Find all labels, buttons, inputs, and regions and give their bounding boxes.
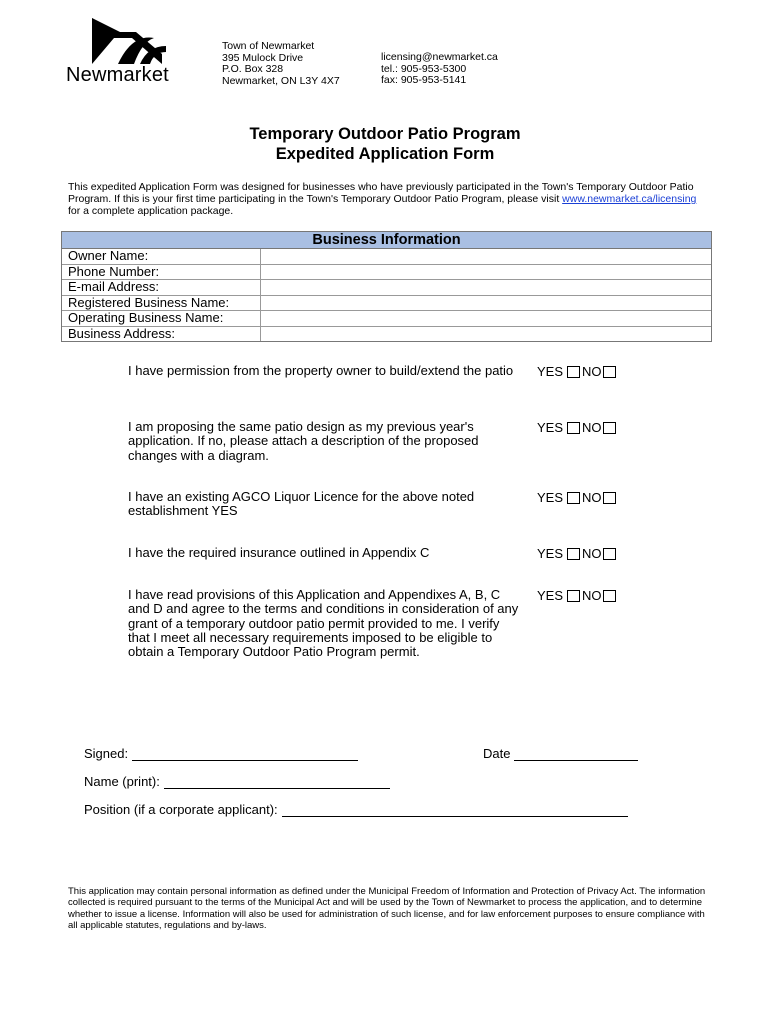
no-label: NO — [582, 364, 602, 379]
contact-email: licensing@newmarket.ca — [381, 51, 498, 63]
intro-text-end: for a complete application package. — [68, 205, 234, 217]
business-address-field[interactable] — [261, 327, 711, 342]
yes-checkbox[interactable] — [567, 492, 580, 504]
signature-line[interactable] — [132, 746, 358, 761]
contact-fax: fax: 905-953-5141 — [381, 74, 467, 87]
table-row — [62, 249, 711, 265]
table-row — [62, 280, 711, 296]
address-line: Town of Newmarket — [222, 40, 315, 52]
question-same-design: I am proposing the same patio design as my previous year's application. If no, please attach a description of the proposed changes with a diagram. — [128, 419, 479, 463]
email-address-field[interactable] — [261, 280, 711, 295]
yes-label: YES — [537, 490, 564, 505]
table-row — [62, 296, 711, 312]
no-checkbox[interactable] — [603, 422, 616, 434]
position-line[interactable] — [282, 802, 628, 817]
yes-no-group — [537, 491, 618, 505]
owner-name-label: Owner Name: — [62, 249, 261, 264]
table-row — [62, 311, 711, 327]
yes-label: YES — [537, 588, 564, 603]
yes-no-group — [537, 365, 618, 379]
yes-no-group — [537, 589, 618, 603]
address-line: 395 Mulock Drive — [222, 51, 304, 64]
logo-wordmark: Newmarket — [66, 64, 169, 86]
form-title-line1: Temporary Outdoor Patio Program — [249, 125, 521, 143]
yes-label: YES — [537, 364, 564, 379]
question-agco-licence: I have an existing AGCO Liquor Licence for the above noted establishment YES — [128, 489, 475, 519]
no-checkbox[interactable] — [603, 366, 616, 378]
yes-checkbox[interactable] — [567, 548, 580, 560]
intro-text: This expedited Application Form was designed for businesses who have previously participated in the Town's Temporary Outdoor Patio Program. If this is your first time participating in the Town's Temporary Outdoor Patio Program, please visit — [68, 181, 694, 205]
signed-row — [84, 746, 358, 761]
date-row — [483, 746, 638, 761]
privacy-notice: This application may contain personal information as defined under the Municipal Freedom of Information and Protection of Privacy Act. The information collected is required pursuant to the terms of the Municipal Act and will be used by the Town of Newmarket to process the application, and to determine whether to issue a license. Information will also be used for administration of such license, and for law enforcement purposes to ensure compliance with all applicable statutes, regulations and by-laws. — [68, 886, 706, 932]
name-print-line[interactable] — [164, 774, 390, 789]
operating-business-name-label: Operating Business Name: — [62, 311, 261, 326]
phone-number-label: Phone Number: — [62, 265, 261, 280]
yes-checkbox[interactable] — [567, 366, 580, 378]
yes-label: YES — [537, 546, 564, 561]
business-info-table — [61, 231, 712, 342]
registered-business-name-field[interactable] — [261, 296, 711, 311]
date-label: Date — [483, 746, 511, 761]
address-line: P.O. Box 328 — [222, 63, 284, 76]
no-label: NO — [582, 490, 602, 505]
table-row — [62, 327, 711, 342]
contact-tel: tel.: 905-953-5300 — [381, 62, 467, 75]
question-property-permission: I have permission from the property owner to build/extend the patio — [128, 363, 514, 378]
phone-number-field[interactable] — [261, 265, 711, 280]
email-address-label: E-mail Address: — [62, 280, 261, 295]
position-row — [84, 802, 628, 817]
question-terms-agreement: I have read provisions of this Application and Appendixes A, B, C and D and agree to the terms and conditions in consideration of any grant of a temporary outdoor patio permit provided to me. I verify that I meet all necessary requirements imposed to be eligible to obtain a Temporary Outdoor Patio Program permit. — [128, 587, 519, 660]
name-row — [84, 774, 390, 789]
table-row — [62, 265, 711, 281]
position-label: Position (if a corporate applicant): — [84, 802, 278, 817]
no-label: NO — [582, 546, 602, 561]
address-line: Newmarket, ON L3Y 4X7 — [222, 74, 340, 87]
date-line[interactable] — [514, 746, 638, 761]
no-checkbox[interactable] — [603, 548, 616, 560]
yes-checkbox[interactable] — [567, 590, 580, 602]
yes-no-group — [537, 547, 618, 561]
registered-business-name-label: Registered Business Name: — [62, 296, 261, 311]
operating-business-name-field[interactable] — [261, 311, 711, 326]
no-checkbox[interactable] — [603, 492, 616, 504]
town-contact — [381, 52, 498, 87]
name-print-label: Name (print): — [84, 774, 160, 789]
no-checkbox[interactable] — [603, 590, 616, 602]
signed-label: Signed: — [84, 746, 129, 761]
yes-label: YES — [537, 420, 564, 435]
intro-paragraph — [68, 181, 708, 217]
town-address — [222, 41, 340, 87]
business-address-label: Business Address: — [62, 327, 261, 342]
no-label: NO — [582, 420, 602, 435]
business-info-heading: Business Information — [62, 232, 711, 249]
yes-checkbox[interactable] — [567, 422, 580, 434]
owner-name-field[interactable] — [261, 249, 711, 264]
yes-no-group — [537, 421, 618, 435]
no-label: NO — [582, 588, 602, 603]
form-title-line2: Expedited Application Form — [275, 145, 495, 163]
question-insurance: I have the required insurance outlined in Appendix C — [128, 545, 430, 560]
licensing-link[interactable]: www.newmarket.ca/licensing — [562, 193, 697, 205]
